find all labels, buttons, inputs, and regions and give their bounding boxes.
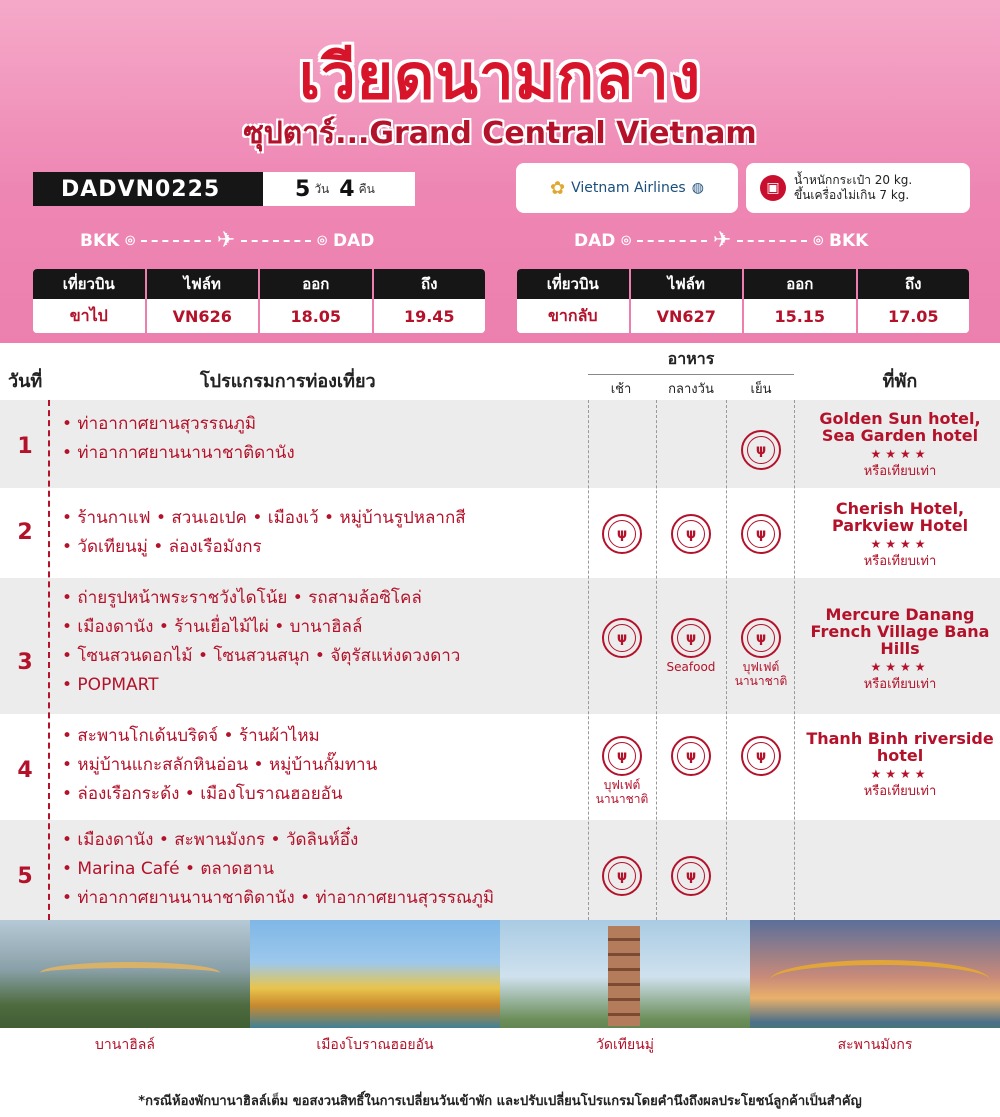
- hotel-equivalent: หรือเทียบเท่า: [863, 464, 937, 479]
- value-cell: 18.05: [260, 299, 374, 333]
- days-count: 5: [295, 176, 311, 202]
- plate-icon: ψ: [741, 736, 781, 776]
- star-rating: ★★★★: [870, 767, 930, 781]
- dragon-bridge-shape: [770, 960, 990, 1000]
- header-cell: ไฟล์ท: [147, 269, 261, 299]
- day-number: 5: [17, 864, 33, 889]
- dinner-meal: [731, 514, 791, 554]
- plane-icon: ✈: [713, 228, 732, 253]
- pin-icon: ⌾: [813, 230, 824, 250]
- hotel-name: Cherish Hotel, Parkview Hotel: [831, 499, 969, 535]
- photo-dragon-bridge: [750, 920, 1000, 1062]
- pin-icon: ⌾: [125, 230, 135, 250]
- col-day: วันที่: [8, 371, 43, 392]
- route-dash: [737, 240, 807, 242]
- program-line: • โซนสวนดอกไม้ • โซนสวนสนุก • จัตุรัสแห่งดวงดาว: [62, 646, 461, 666]
- return-flight-table: [517, 269, 969, 333]
- lunch-meal: [661, 514, 721, 554]
- meal-divider: [656, 400, 657, 920]
- header-cell: เที่ยวบิน: [33, 269, 147, 299]
- meal-note: Seafood: [666, 660, 716, 674]
- airline-name: Vietnam Airlines: [571, 180, 686, 196]
- day-program: [62, 584, 460, 700]
- hotel-info: [805, 410, 995, 480]
- return-from: DAD: [574, 230, 616, 251]
- plate-icon: ψ: [671, 514, 711, 554]
- program-line: • ร้านกาแฟ • สวนเอเปค • เมืองเว้ • หมู่บ้านรูปหลากสี: [62, 508, 466, 528]
- hotel-equivalent: หรือเทียบเท่า: [863, 677, 937, 692]
- photo-strip: [0, 920, 1000, 1062]
- title-thai: เวียดนามกลาง: [298, 40, 702, 113]
- meal-divider: [726, 400, 727, 920]
- day-number: 3: [17, 650, 33, 675]
- meal-divider: [588, 400, 589, 920]
- value-cell: VN626: [147, 299, 261, 333]
- duration: [263, 172, 415, 206]
- photo-caption: บานาฮิลล์: [0, 1028, 250, 1062]
- value-cell: ขากลับ: [517, 299, 631, 333]
- photo-hoi-an: [250, 920, 500, 1062]
- header-cell: ออก: [260, 269, 374, 299]
- lunch-meal: [661, 856, 721, 896]
- breakfast-meal: [592, 736, 652, 806]
- col-program: โปรแกรมการท่องเที่ยว: [200, 371, 376, 392]
- program-line: • ถ่ายรูปหน้าพระราชวังไดโน้ย • รถสามล้อซิโคล่: [62, 588, 422, 608]
- program-line: • เมืองดานัง • สะพานมังกร • วัดลินห์อึ๋ง: [62, 830, 359, 850]
- baggage-line1: น้ำหนักกระเป๋า 20 kg.: [794, 173, 913, 187]
- day-number: 4: [17, 758, 33, 783]
- day-program: [62, 410, 295, 468]
- meal-note: บุฟเฟต์ นานาชาติ: [595, 778, 649, 806]
- meal-divider: [794, 400, 795, 920]
- day-program: [62, 722, 377, 809]
- col-lunch: กลางวัน: [668, 382, 714, 397]
- program-line: • POPMART: [62, 675, 159, 695]
- pagoda-shape: [608, 926, 640, 1026]
- header-cell: เที่ยวบิน: [517, 269, 631, 299]
- meal-note: บุฟเฟต์ นานาชาติ: [734, 660, 788, 688]
- plate-icon: ψ: [741, 514, 781, 554]
- program-line: • ท่าอากาศยานสุวรรณภูมิ: [62, 414, 257, 434]
- value-cell: 19.45: [403, 306, 455, 326]
- outbound-route: [80, 228, 374, 253]
- program-line: • สะพานโกเด้นบริดจ์ • ร้านผ้าไหม: [62, 726, 320, 746]
- day-program: [62, 504, 466, 562]
- plane-icon: ✈: [216, 228, 236, 253]
- header-cell: ถึง: [905, 275, 922, 293]
- day-program: [62, 826, 494, 913]
- globe-icon: ◍: [691, 180, 704, 196]
- col-breakfast: เช้า: [610, 382, 632, 397]
- photo-caption: สะพานมังกร: [750, 1028, 1000, 1062]
- star-rating: ★★★★: [870, 660, 930, 674]
- header-banner: [0, 0, 1000, 343]
- hotel-equivalent: หรือเทียบเท่า: [863, 784, 937, 799]
- days-unit: วัน: [314, 181, 330, 196]
- route-dash: [637, 240, 707, 242]
- baggage-info: [746, 163, 970, 213]
- hotel-name: Thanh Binh riverside hotel: [806, 729, 994, 765]
- luggage-icon: ▣: [760, 175, 786, 201]
- lunch-meal: [661, 736, 721, 776]
- return-route: [574, 228, 868, 253]
- lunch-meal: [661, 618, 721, 674]
- dinner-meal: [731, 736, 791, 776]
- return-to: BKK: [829, 230, 869, 251]
- value-cell: 17.05: [887, 306, 939, 326]
- col-hotel: ที่พัก: [882, 371, 918, 392]
- photo-caption: วัดเทียนมู่: [500, 1028, 750, 1062]
- header-cell: ออก: [744, 269, 858, 299]
- photo-thien-mu: [500, 920, 750, 1062]
- program-line: • ท่าอากาศยานนานาชาติดานัง • ท่าอากาศยานสุวรรณภูมิ: [62, 888, 495, 908]
- hotel-equivalent: หรือเทียบเท่า: [863, 554, 937, 569]
- plate-icon: ψ: [671, 736, 711, 776]
- airline-logo: [516, 163, 738, 213]
- header-cell: ถึง: [421, 275, 438, 293]
- day-number: 1: [17, 434, 33, 459]
- program-line: • เมืองดานัง • ร้านเยื่อไม้ไผ่ • บานาฮิลล์: [62, 617, 363, 637]
- nights-count: 4: [339, 176, 355, 202]
- plate-icon: ψ: [741, 618, 781, 658]
- hotel-name: Golden Sun hotel, Sea Garden hotel: [819, 409, 981, 445]
- dinner-meal: [731, 430, 791, 470]
- star-rating: ★★★★: [870, 447, 930, 461]
- program-line: • ล่องเรือกระด้ง • เมืองโบราณฮอยอัน: [62, 784, 343, 804]
- pin-icon: ⌾: [621, 230, 631, 250]
- hotel-info: [805, 500, 995, 570]
- hotel-name: Mercure Danang French Village Bana Hills: [810, 605, 990, 658]
- baggage-line2: ขึ้นเครื่องไม่เกิน 7 kg.: [794, 188, 910, 202]
- col-dinner: เย็น: [750, 382, 772, 397]
- header-cell: ไฟล์ท: [631, 269, 745, 299]
- dinner-meal: [731, 618, 791, 688]
- hotel-info: [805, 606, 995, 693]
- route-dash: [241, 240, 311, 242]
- outbound-to: DAD: [332, 230, 375, 251]
- breakfast-meal: [592, 514, 652, 554]
- footnote: *กรณีห้องพักบานาฮิลล์เต็ม ขอสงวนสิทธิ์ในการเปลี่ยนวันเข้าพัก และปรับเปลี่ยนโปรแกรมโดยคำนึงถึงผลประโยชน์ลูกค้าเป็นสำคัญ: [138, 1094, 862, 1109]
- program-line: • ท่าอากาศยานนานาชาติดานัง: [62, 443, 295, 463]
- photo-caption: เมืองโบราณฮอยอัน: [250, 1028, 500, 1062]
- breakfast-meal: [592, 856, 652, 896]
- breakfast-meal: [592, 618, 652, 658]
- plate-icon: ψ: [602, 514, 642, 554]
- plate-icon: ψ: [671, 856, 711, 896]
- value-cell: VN627: [631, 299, 745, 333]
- lotus-icon: ✿: [550, 177, 566, 199]
- col-meals: อาหาร: [588, 347, 794, 375]
- program-line: • Marina Café • ตลาดฮาน: [62, 859, 274, 879]
- plate-icon: ψ: [671, 618, 711, 658]
- route-dash: [141, 240, 211, 242]
- program-line: • วัดเทียนมู่ • ล่องเรือมังกร: [62, 537, 262, 557]
- title-english: ซุปตาร์...Grand Central Vietnam: [243, 116, 757, 151]
- value-cell: 15.15: [744, 299, 858, 333]
- tour-code: DADVN0225: [33, 172, 263, 206]
- hand-bridge-shape: [40, 962, 220, 984]
- plate-icon: ψ: [602, 618, 642, 658]
- plate-icon: ψ: [602, 856, 642, 896]
- plate-icon: ψ: [602, 736, 642, 776]
- hotel-info: [805, 730, 995, 800]
- pin-icon: ⌾: [317, 230, 327, 250]
- outbound-from: BKK: [80, 230, 120, 251]
- outbound-flight-table: [33, 269, 485, 333]
- program-line: • หมู่บ้านแกะสลักหินอ่อน • หมู่บ้านกั๊มทาน: [62, 755, 378, 775]
- day-number: 2: [17, 520, 33, 545]
- nights-unit: คืน: [358, 181, 375, 196]
- value-cell: ขาไป: [33, 299, 147, 333]
- star-rating: ★★★★: [870, 537, 930, 551]
- plate-icon: ψ: [741, 430, 781, 470]
- photo-bana-hills: [0, 920, 250, 1062]
- timeline-divider: [48, 400, 50, 920]
